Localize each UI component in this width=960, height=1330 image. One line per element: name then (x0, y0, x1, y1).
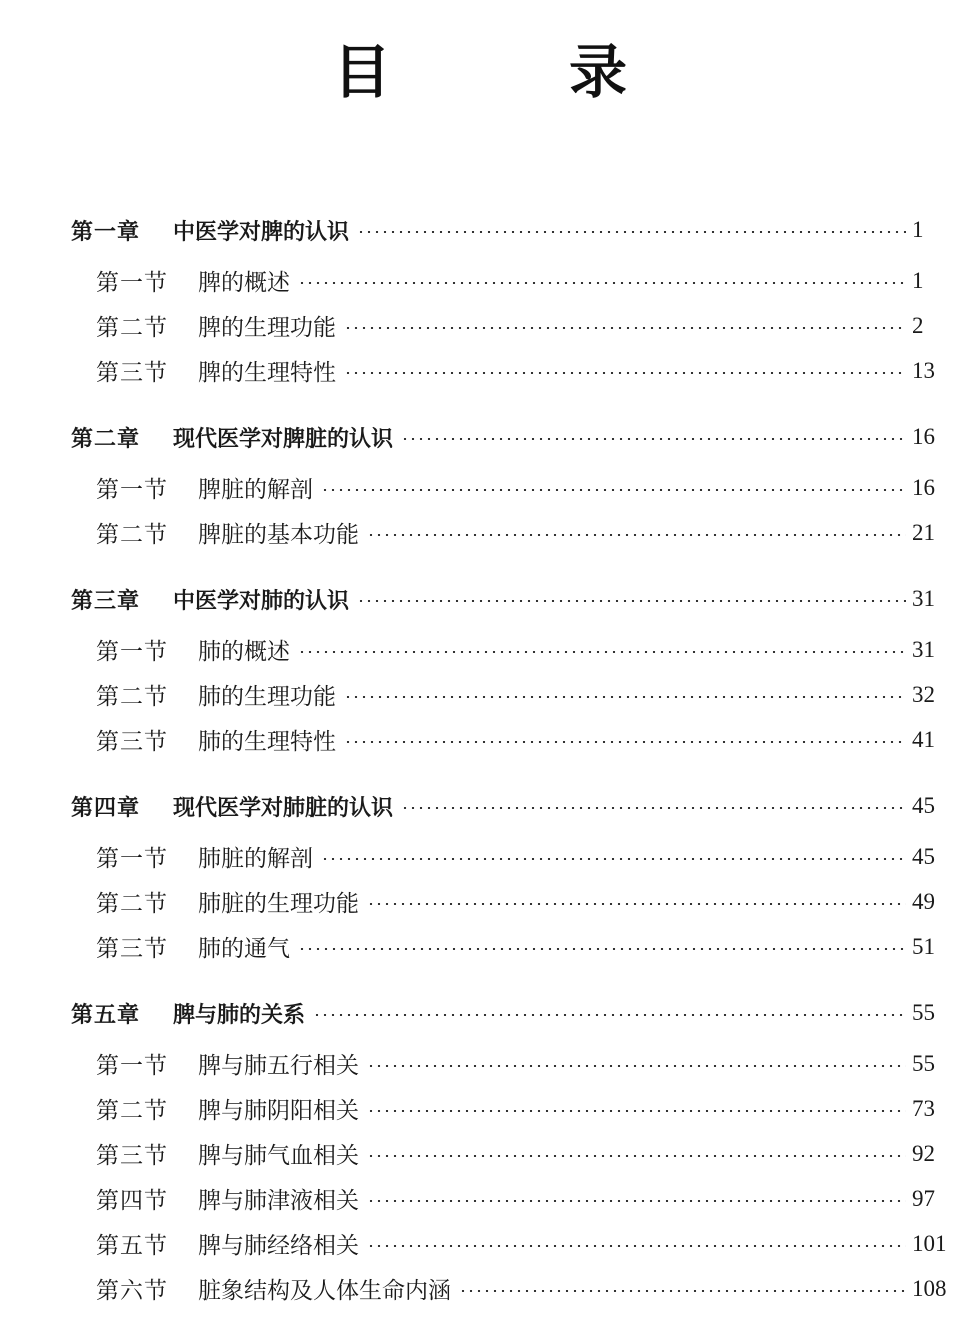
section-entry (0, 834, 960, 879)
section-title: 肺的通气 (198, 936, 290, 962)
section-entry (0, 627, 960, 672)
dot-leader (344, 372, 906, 374)
section-entry (0, 510, 960, 555)
chapter-number: 第五章 (71, 1002, 141, 1028)
section-number: 第三节 (96, 1143, 168, 1169)
dot-leader (357, 231, 906, 233)
page-number: 13 (912, 357, 935, 383)
chapter-title: 脾与肺的关系 (173, 1002, 306, 1028)
page-number: 1 (912, 267, 924, 293)
dot-leader (367, 1065, 906, 1067)
section-title: 脾脏的基本功能 (198, 522, 359, 548)
section-number: 第一节 (96, 270, 168, 296)
section-title: 肺的生理特性 (198, 729, 336, 755)
dot-leader (298, 948, 906, 950)
dot-leader (367, 1200, 906, 1202)
dot-leader (344, 741, 906, 743)
section-entry (0, 1221, 960, 1266)
page-number: 73 (912, 1095, 935, 1121)
dot-leader (344, 696, 906, 698)
page-number: 55 (912, 1050, 935, 1076)
section-number: 第三节 (96, 936, 168, 962)
dot-leader (298, 282, 906, 284)
chapter-5 (0, 988, 960, 1311)
section-title: 肺脏的解剖 (198, 846, 313, 872)
section-number: 第五节 (96, 1233, 168, 1259)
dot-leader (321, 858, 906, 860)
section-number: 第一节 (96, 1053, 168, 1079)
chapter-entry (0, 205, 960, 255)
page-number: 55 (912, 1000, 935, 1025)
section-number: 第二节 (96, 522, 168, 548)
page-number: 45 (912, 793, 935, 818)
section-entry (0, 879, 960, 924)
section-title: 脾的概述 (198, 270, 290, 296)
chapter-entry (0, 988, 960, 1038)
dot-leader (321, 489, 906, 491)
section-title: 脾与肺五行相关 (198, 1053, 359, 1079)
page-number: 2 (912, 312, 924, 338)
dot-leader (459, 1290, 906, 1292)
section-title: 脾脏的解剖 (198, 477, 313, 503)
section-title: 脏象结构及人体生命内涵 (198, 1278, 451, 1304)
dot-leader (357, 600, 906, 602)
section-number: 第二节 (96, 1098, 168, 1124)
page-title: 目 录 (332, 38, 687, 106)
section-entry (0, 1041, 960, 1086)
section-title: 肺脏的生理功能 (198, 891, 359, 917)
section-number: 第二节 (96, 891, 168, 917)
section-title: 肺的生理功能 (198, 684, 336, 710)
dot-leader (367, 1245, 906, 1247)
section-title: 脾与肺阴阳相关 (198, 1098, 359, 1124)
section-entry (0, 1176, 960, 1221)
chapter-2 (0, 412, 960, 555)
chapter-title: 现代医学对肺脏的认识 (173, 795, 394, 821)
table-of-contents (0, 205, 960, 1330)
section-title: 脾的生理特性 (198, 360, 336, 386)
section-entry (0, 258, 960, 303)
page-number: 32 (912, 681, 935, 707)
page-number: 51 (912, 933, 935, 959)
page-number: 1 (912, 217, 924, 242)
section-title: 脾与肺津液相关 (198, 1188, 359, 1214)
dot-leader (367, 1110, 906, 1112)
chapter-1 (0, 205, 960, 393)
chapter-4 (0, 781, 960, 969)
page-number: 21 (912, 519, 935, 545)
chapter-number: 第四章 (71, 795, 141, 821)
page-number: 108 (912, 1275, 947, 1301)
dot-leader (401, 807, 906, 809)
section-number: 第六节 (96, 1278, 168, 1304)
section-number: 第一节 (96, 639, 168, 665)
page-number: 97 (912, 1185, 935, 1211)
section-entry (0, 924, 960, 969)
section-title: 脾的生理功能 (198, 315, 336, 341)
section-number: 第二节 (96, 684, 168, 710)
chapter-entry (0, 781, 960, 831)
dot-leader (401, 438, 906, 440)
section-entry (0, 303, 960, 348)
page-number: 31 (912, 636, 935, 662)
section-title: 脾与肺经络相关 (198, 1233, 359, 1259)
chapter-title: 中医学对脾的认识 (173, 219, 350, 245)
chapter-entry (0, 412, 960, 462)
section-entry (0, 672, 960, 717)
page-number: 41 (912, 726, 935, 752)
page-number: 45 (912, 843, 935, 869)
section-number: 第四节 (96, 1188, 168, 1214)
page-number: 16 (912, 424, 935, 449)
page-number: 16 (912, 474, 935, 500)
dot-leader (367, 903, 906, 905)
section-number: 第一节 (96, 846, 168, 872)
section-entry (0, 1266, 960, 1311)
dot-leader (367, 534, 906, 536)
section-title: 肺的概述 (198, 639, 290, 665)
dot-leader (367, 1155, 906, 1157)
page-number: 101 (912, 1230, 947, 1256)
section-number: 第一节 (96, 477, 168, 503)
dot-leader (298, 651, 906, 653)
section-entry (0, 465, 960, 510)
dot-leader (313, 1014, 906, 1016)
section-entry (0, 1131, 960, 1176)
chapter-3 (0, 574, 960, 762)
dot-leader (344, 327, 906, 329)
section-title: 脾与肺气血相关 (198, 1143, 359, 1169)
section-number: 第三节 (96, 360, 168, 386)
chapter-title: 中医学对肺的认识 (173, 588, 350, 614)
page-number: 92 (912, 1140, 935, 1166)
chapter-number: 第一章 (71, 219, 141, 245)
section-entry (0, 348, 960, 393)
page-number: 31 (912, 586, 935, 611)
chapter-number: 第三章 (71, 588, 141, 614)
section-entry (0, 717, 960, 762)
chapter-number: 第二章 (71, 426, 141, 452)
page-number: 49 (912, 888, 935, 914)
chapter-title: 现代医学对脾脏的认识 (173, 426, 394, 452)
section-entry (0, 1086, 960, 1131)
section-number: 第三节 (96, 729, 168, 755)
section-number: 第二节 (96, 315, 168, 341)
chapter-entry (0, 574, 960, 624)
